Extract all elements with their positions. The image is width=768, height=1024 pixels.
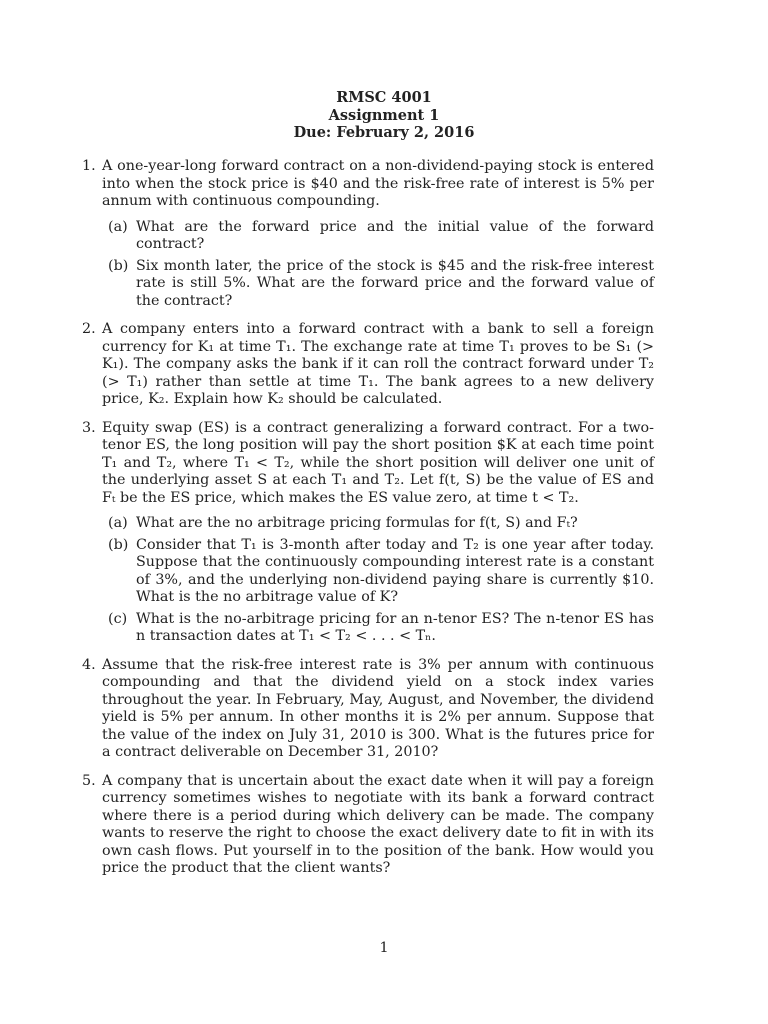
assignment-title: Assignment 1 (328, 106, 440, 124)
problem-text: A one-year-long forward contract on a non-dividend-paying stock is entered into when the stock price is $40 and the risk-free rate of interest is 5% per annum with continuous compounding. (102, 158, 654, 209)
course-code: RMSC 4001 (336, 89, 432, 106)
problem-number: 3. (82, 419, 96, 436)
subquestion-text: What is the no-arbitrage pricing for an n-tenor ES? The n-tenor ES has n transaction dates at T₁ < T₂ < . . . < Tₙ. (136, 610, 654, 644)
problem-3 (82, 420, 654, 646)
subquestion-text: What are the forward price and the initial value of the forward contract? (136, 218, 654, 252)
problem-number: 4. (82, 656, 96, 673)
problem-number: 5. (82, 772, 96, 789)
subquestion (102, 219, 654, 254)
subquestion-label: (b) (108, 536, 129, 553)
subquestion-list (102, 219, 654, 311)
due-date: Due: February 2, 2016 (293, 124, 475, 141)
problem-2 (82, 321, 654, 409)
subquestion (102, 611, 654, 646)
subquestion-text: Six month later, the price of the stock is $45 and the risk-free interest rate is still 5%. What are the forward price and the forward value of the contract? (136, 257, 654, 309)
subquestion-list (102, 515, 654, 646)
subquestion (102, 515, 654, 533)
problem-text: Equity swap (ES) is a contract generalizing a forward contract. For a two-tenor ES, the long position will pay the short position $K at each time point T₁ and T₂, where T₁ < T₂, while the short position will deliver one unit of the underlying asset S at each T₁ and T₂. Let f(t, S) be the value of ES and Fₜ be the ES price, which makes the ES value zero, at time t < T₂. (102, 419, 654, 506)
subquestion-label: (c) (108, 610, 128, 627)
subquestion-label: (b) (108, 257, 129, 274)
subquestion-text: Consider that T₁ is 3-month after today and T₂ is one year after today. Suppose that the continuously compounding interest rate is a constant of 3%, and the underlying non-dividend paying share is currently $10. What is the no arbitrage value of K? (136, 536, 654, 605)
problem-number: 1. (82, 158, 96, 174)
problem-text: Assume that the risk-free interest rate is 3% per annum with continuous compounding and that the dividend yield on a stock index varies throughout the year. In February, May, August, and November, the dividend yield is 5% per annum. In other months it is 2% per annum. Suppose that the value of the index on July 31, 2010 is 300. What is the futures price for a contract deliverable on December 31, 2010? (102, 656, 654, 760)
problem-5 (82, 773, 654, 878)
problem-number: 2. (82, 321, 96, 337)
subquestion-text: What are the no arbitrage pricing formulas for f(t, S) and Fₜ? (136, 515, 578, 531)
problem-list (82, 158, 654, 878)
problem-4 (82, 657, 654, 762)
subquestion-label: (a) (108, 515, 128, 531)
document-header (0, 89, 768, 142)
problem-text: A company enters into a forward contract with a bank to sell a foreign currency for K₁ at time T₁. The exchange rate at time T₁ proves to be S₁ (> K₁). The company asks the bank if it can roll the contract forward under T₂ (> T₁) rather than settle at time T₁. The bank agrees to a new delivery price, K₂. Explain how K₂ should be calculated. (102, 321, 654, 407)
page-number: 1 (379, 940, 389, 956)
problem-1 (82, 158, 654, 310)
subquestion (102, 537, 654, 607)
subquestion (102, 258, 654, 311)
problem-text: A company that is uncertain about the exact date when it will pay a foreign currency sometimes wishes to negotiate with its bank a forward contract where there is a period during which delivery can be made. The company wants to reserve the right to choose the exact delivery date to fit in with its own cash flows. Put yourself in to the position of the bank. How would you price the product that the client wants? (102, 772, 654, 876)
subquestion-label: (a) (108, 218, 128, 235)
